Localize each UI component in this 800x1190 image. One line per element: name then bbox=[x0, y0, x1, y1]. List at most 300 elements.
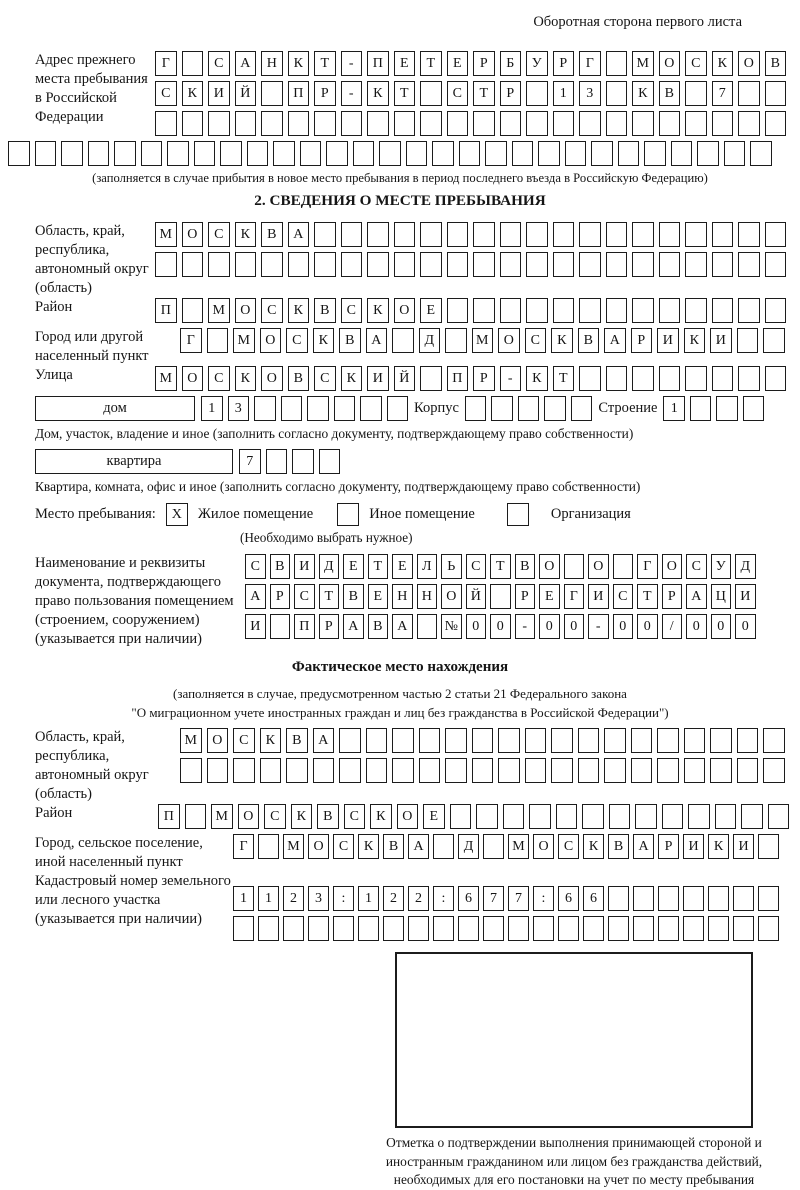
char-box: М bbox=[155, 366, 177, 391]
char-box: С bbox=[344, 804, 366, 829]
char-box: И bbox=[683, 834, 704, 859]
actual-region-label: Область, край, республика, автономный округ (область) bbox=[35, 729, 149, 802]
char-box bbox=[738, 366, 760, 391]
char-box bbox=[579, 366, 601, 391]
char-box bbox=[526, 111, 548, 136]
actual-city-label: Город, сельское поселение, иной населенный пункт bbox=[35, 835, 203, 870]
document-label: Наименование и реквизиты документа, подтверждающего право пользования помещением (строением, сооружением) (указывается при наличии) bbox=[35, 555, 234, 647]
char-box: - bbox=[341, 81, 363, 106]
char-box: Р bbox=[314, 81, 336, 106]
other-premises-label: Иное помещение bbox=[369, 506, 475, 522]
char-box: А bbox=[235, 51, 257, 76]
char-box: С bbox=[466, 554, 487, 579]
char-box: Е bbox=[423, 804, 445, 829]
char-box: О bbox=[533, 834, 554, 859]
cadastre-grid-row-1 bbox=[233, 886, 779, 911]
char-box bbox=[632, 252, 654, 277]
char-box: 0 bbox=[490, 614, 511, 639]
char-box bbox=[358, 916, 379, 941]
char-box: О bbox=[308, 834, 329, 859]
char-box: М bbox=[211, 804, 233, 829]
char-box: 3 bbox=[579, 81, 601, 106]
char-box bbox=[207, 758, 229, 783]
char-box bbox=[750, 141, 772, 166]
actual-caption-line-2: "О миграционном учете иностранных граждан и лиц без гражданства в Российской Федерации") bbox=[131, 705, 669, 720]
char-box bbox=[182, 298, 204, 323]
char-box bbox=[738, 81, 760, 106]
char-box bbox=[286, 758, 308, 783]
char-box bbox=[292, 449, 314, 474]
char-box: О bbox=[261, 366, 283, 391]
char-box bbox=[473, 111, 495, 136]
char-box bbox=[394, 252, 416, 277]
char-box: Р bbox=[662, 584, 683, 609]
char-box bbox=[632, 366, 654, 391]
residential-checkbox: X bbox=[166, 503, 188, 526]
char-box bbox=[708, 886, 729, 911]
char-box: К bbox=[358, 834, 379, 859]
char-box: В bbox=[765, 51, 787, 76]
char-box bbox=[308, 916, 329, 941]
char-box bbox=[635, 804, 657, 829]
char-box bbox=[419, 728, 441, 753]
char-box: О bbox=[394, 298, 416, 323]
char-box bbox=[392, 328, 414, 353]
char-box bbox=[208, 111, 230, 136]
cadastre-grids bbox=[233, 872, 779, 946]
char-box: 1 bbox=[201, 396, 223, 421]
house-caption: Дом, участок, владение и иное (заполнить согласно документу, подтверждающему право собственности) bbox=[35, 426, 634, 441]
char-box: 1 bbox=[663, 396, 685, 421]
char-box bbox=[392, 758, 414, 783]
char-box: К bbox=[551, 328, 573, 353]
char-box: М bbox=[208, 298, 230, 323]
char-box: О bbox=[588, 554, 609, 579]
char-box bbox=[659, 298, 681, 323]
char-box: Й bbox=[235, 81, 257, 106]
char-box: И bbox=[294, 554, 315, 579]
cadastre-grid-row-2 bbox=[233, 916, 779, 941]
char-box bbox=[313, 758, 335, 783]
char-box: В bbox=[286, 728, 308, 753]
char-box bbox=[483, 916, 504, 941]
char-box bbox=[333, 916, 354, 941]
residential-label: Жилое помещение bbox=[197, 506, 314, 522]
char-box bbox=[632, 111, 654, 136]
char-box bbox=[167, 141, 189, 166]
char-box bbox=[445, 328, 467, 353]
char-box bbox=[553, 111, 575, 136]
char-box: С bbox=[613, 584, 634, 609]
char-box: Й bbox=[394, 366, 416, 391]
char-box: 6 bbox=[458, 886, 479, 911]
city-grid bbox=[180, 328, 785, 353]
char-box bbox=[765, 222, 787, 247]
char-box: 7 bbox=[508, 886, 529, 911]
char-box: М bbox=[233, 328, 255, 353]
char-box: М bbox=[632, 51, 654, 76]
char-box bbox=[733, 886, 754, 911]
char-box bbox=[715, 804, 737, 829]
char-box: О bbox=[738, 51, 760, 76]
cadastre-label: Кадастровый номер земельного или лесного участка (указывается при наличии) bbox=[35, 873, 231, 927]
char-box bbox=[632, 298, 654, 323]
char-box: Т bbox=[553, 366, 575, 391]
char-box: Т bbox=[314, 51, 336, 76]
char-box: : bbox=[533, 886, 554, 911]
char-box bbox=[503, 804, 525, 829]
char-box: 7 bbox=[483, 886, 504, 911]
char-box: 0 bbox=[564, 614, 585, 639]
char-box: О bbox=[441, 584, 462, 609]
char-box bbox=[526, 222, 548, 247]
char-box bbox=[341, 222, 363, 247]
char-box: В bbox=[317, 804, 339, 829]
char-box bbox=[716, 396, 738, 421]
char-box bbox=[182, 252, 204, 277]
prev-address-grid-row-3 bbox=[155, 111, 786, 136]
char-box bbox=[353, 141, 375, 166]
char-box: 0 bbox=[735, 614, 756, 639]
char-box bbox=[366, 728, 388, 753]
char-box bbox=[564, 554, 585, 579]
house-number-grid bbox=[201, 396, 408, 421]
char-box bbox=[697, 141, 719, 166]
char-box bbox=[685, 252, 707, 277]
stroenie-grid bbox=[663, 396, 764, 421]
char-box: И bbox=[208, 81, 230, 106]
char-box bbox=[420, 81, 442, 106]
char-box bbox=[500, 252, 522, 277]
char-box bbox=[737, 328, 759, 353]
char-box: - bbox=[500, 366, 522, 391]
char-box: 0 bbox=[637, 614, 658, 639]
char-box: П bbox=[367, 51, 389, 76]
char-box bbox=[208, 252, 230, 277]
char-box bbox=[733, 916, 754, 941]
char-box: Л bbox=[417, 554, 438, 579]
char-box bbox=[604, 728, 626, 753]
char-box: И bbox=[733, 834, 754, 859]
char-box bbox=[583, 916, 604, 941]
char-box bbox=[613, 554, 634, 579]
char-box bbox=[367, 222, 389, 247]
char-box bbox=[763, 758, 785, 783]
char-box: 0 bbox=[711, 614, 732, 639]
char-box: С bbox=[341, 298, 363, 323]
char-box bbox=[433, 916, 454, 941]
char-box bbox=[708, 916, 729, 941]
char-box bbox=[182, 51, 204, 76]
char-box bbox=[710, 728, 732, 753]
char-box bbox=[420, 252, 442, 277]
apartment-type-box: квартира bbox=[35, 449, 233, 474]
prev-address-label: Адрес прежнего места пребывания в Российской Федерации bbox=[35, 52, 148, 125]
char-box bbox=[155, 252, 177, 277]
char-box: Е bbox=[420, 298, 442, 323]
apartment-number-grid bbox=[239, 449, 340, 474]
actual-caption-line-1: (заполняется в случае, предусмотренном частью 2 статьи 21 Федерального закона bbox=[173, 686, 627, 701]
actual-city-block bbox=[0, 834, 800, 872]
char-box bbox=[182, 111, 204, 136]
char-box bbox=[314, 111, 336, 136]
char-box bbox=[472, 728, 494, 753]
char-box bbox=[366, 758, 388, 783]
char-box bbox=[606, 252, 628, 277]
district-block bbox=[0, 298, 800, 328]
char-box bbox=[737, 758, 759, 783]
char-box: К bbox=[291, 804, 313, 829]
region-grid-row-1 bbox=[155, 222, 786, 247]
document-grid-row-3 bbox=[245, 614, 756, 639]
char-box bbox=[658, 886, 679, 911]
char-box bbox=[314, 252, 336, 277]
char-box bbox=[526, 252, 548, 277]
char-box bbox=[220, 141, 242, 166]
apartment-caption: Квартира, комната, офис и иное (заполнить согласно документу, подтверждающему право собственности) bbox=[35, 479, 641, 494]
actual-city-grid bbox=[233, 834, 779, 859]
char-box: С bbox=[525, 328, 547, 353]
char-box bbox=[314, 222, 336, 247]
char-box bbox=[141, 141, 163, 166]
char-box: Е bbox=[539, 584, 560, 609]
char-box: П bbox=[158, 804, 180, 829]
actual-region-grid-row-1 bbox=[180, 728, 785, 753]
char-box: С bbox=[208, 51, 230, 76]
char-box: 0 bbox=[613, 614, 634, 639]
char-box: А bbox=[686, 584, 707, 609]
char-box bbox=[367, 252, 389, 277]
char-box bbox=[553, 252, 575, 277]
char-box: У bbox=[711, 554, 732, 579]
char-box bbox=[662, 804, 684, 829]
char-box bbox=[688, 804, 710, 829]
char-box bbox=[765, 252, 787, 277]
actual-region-grids bbox=[180, 728, 785, 788]
char-box: П bbox=[155, 298, 177, 323]
char-box: В bbox=[343, 584, 364, 609]
char-box: К bbox=[235, 222, 257, 247]
char-box bbox=[632, 222, 654, 247]
char-box bbox=[659, 111, 681, 136]
char-box bbox=[763, 328, 785, 353]
char-box: А bbox=[313, 728, 335, 753]
char-box bbox=[450, 804, 472, 829]
cadastre-block bbox=[0, 872, 800, 946]
char-box: И bbox=[657, 328, 679, 353]
char-box bbox=[472, 758, 494, 783]
char-box bbox=[258, 916, 279, 941]
korpus-grid bbox=[465, 396, 593, 421]
char-box: С bbox=[333, 834, 354, 859]
house-type-box: дом bbox=[35, 396, 195, 421]
char-box bbox=[447, 252, 469, 277]
char-box: О bbox=[238, 804, 260, 829]
char-box: Е bbox=[447, 51, 469, 76]
char-box bbox=[319, 449, 341, 474]
char-box bbox=[459, 141, 481, 166]
char-box: А bbox=[633, 834, 654, 859]
char-box: И bbox=[710, 328, 732, 353]
char-box: Г bbox=[579, 51, 601, 76]
char-box: С bbox=[155, 81, 177, 106]
char-box bbox=[768, 804, 790, 829]
char-box: Е bbox=[394, 51, 416, 76]
char-box: К bbox=[182, 81, 204, 106]
char-box: К bbox=[712, 51, 734, 76]
char-box bbox=[185, 804, 207, 829]
char-box: А bbox=[343, 614, 364, 639]
char-box bbox=[498, 728, 520, 753]
char-box: Н bbox=[261, 51, 283, 76]
char-box bbox=[420, 111, 442, 136]
char-box: / bbox=[662, 614, 683, 639]
char-box: Б bbox=[500, 51, 522, 76]
char-box: Ц bbox=[711, 584, 732, 609]
char-box: Г bbox=[233, 834, 254, 859]
actual-district-label: Район bbox=[35, 805, 73, 821]
char-box bbox=[765, 81, 787, 106]
char-box bbox=[578, 728, 600, 753]
char-box bbox=[433, 834, 454, 859]
char-box: И bbox=[245, 614, 266, 639]
house-row bbox=[0, 396, 800, 421]
char-box: - bbox=[588, 614, 609, 639]
char-box: Р bbox=[515, 584, 536, 609]
char-box: В bbox=[368, 614, 389, 639]
char-box bbox=[288, 252, 310, 277]
char-box bbox=[114, 141, 136, 166]
char-box: К bbox=[370, 804, 392, 829]
char-box bbox=[61, 141, 83, 166]
char-box bbox=[465, 396, 487, 421]
char-box: С bbox=[264, 804, 286, 829]
char-box bbox=[606, 366, 628, 391]
confirmation-stamp-box bbox=[395, 952, 753, 1128]
char-box bbox=[447, 111, 469, 136]
stay-type-row bbox=[0, 502, 800, 527]
char-box bbox=[473, 222, 495, 247]
char-box: 2 bbox=[283, 886, 304, 911]
char-box: Г bbox=[564, 584, 585, 609]
char-box bbox=[743, 396, 765, 421]
district-grid bbox=[155, 298, 786, 323]
char-box bbox=[458, 916, 479, 941]
char-box bbox=[406, 141, 428, 166]
char-box bbox=[712, 222, 734, 247]
other-premises-checkbox bbox=[337, 503, 359, 526]
char-box: К bbox=[583, 834, 604, 859]
char-box: В bbox=[261, 222, 283, 247]
char-box bbox=[288, 111, 310, 136]
char-box: К bbox=[684, 328, 706, 353]
char-box bbox=[738, 111, 760, 136]
char-box: Е bbox=[368, 584, 389, 609]
char-box: М bbox=[508, 834, 529, 859]
char-box: Д bbox=[319, 554, 340, 579]
street-grid bbox=[155, 366, 786, 391]
char-box bbox=[741, 804, 763, 829]
stroenie-label: Строение bbox=[598, 400, 658, 416]
char-box bbox=[379, 141, 401, 166]
char-box: К bbox=[288, 298, 310, 323]
char-box: В bbox=[578, 328, 600, 353]
char-box: В bbox=[314, 298, 336, 323]
char-box bbox=[512, 141, 534, 166]
char-box: Е bbox=[343, 554, 364, 579]
char-box: О bbox=[182, 366, 204, 391]
char-box: В bbox=[270, 554, 291, 579]
char-box: В bbox=[383, 834, 404, 859]
char-box: С bbox=[208, 366, 230, 391]
char-box: : bbox=[333, 886, 354, 911]
char-box: 0 bbox=[466, 614, 487, 639]
char-box: К bbox=[235, 366, 257, 391]
char-box: Н bbox=[392, 584, 413, 609]
char-box: С bbox=[685, 51, 707, 76]
char-box: И bbox=[588, 584, 609, 609]
char-box bbox=[765, 298, 787, 323]
char-box bbox=[684, 758, 706, 783]
char-box bbox=[417, 614, 438, 639]
char-box: П bbox=[294, 614, 315, 639]
char-box bbox=[180, 758, 202, 783]
char-box bbox=[657, 728, 679, 753]
char-box: Д bbox=[458, 834, 479, 859]
page-side-note: Оборотная сторона первого листа bbox=[533, 14, 742, 30]
char-box bbox=[644, 141, 666, 166]
char-box: 0 bbox=[686, 614, 707, 639]
char-box bbox=[608, 886, 629, 911]
char-box: С bbox=[233, 728, 255, 753]
char-box bbox=[447, 298, 469, 323]
char-box: О bbox=[539, 554, 560, 579]
char-box bbox=[683, 916, 704, 941]
actual-region-block bbox=[0, 728, 800, 804]
char-box bbox=[551, 728, 573, 753]
char-box bbox=[685, 298, 707, 323]
char-box: М bbox=[155, 222, 177, 247]
char-box bbox=[258, 834, 279, 859]
char-box bbox=[490, 584, 511, 609]
char-box bbox=[685, 222, 707, 247]
char-box bbox=[606, 81, 628, 106]
char-box: У bbox=[526, 51, 548, 76]
char-box bbox=[261, 252, 283, 277]
char-box: К bbox=[313, 328, 335, 353]
apartment-row bbox=[0, 449, 800, 474]
char-box bbox=[565, 141, 587, 166]
char-box: В bbox=[515, 554, 536, 579]
char-box bbox=[419, 758, 441, 783]
char-box: 3 bbox=[228, 396, 250, 421]
char-box: А bbox=[366, 328, 388, 353]
char-box bbox=[571, 396, 593, 421]
char-box: 1 bbox=[233, 886, 254, 911]
char-box: К bbox=[260, 728, 282, 753]
char-box: К bbox=[708, 834, 729, 859]
section2-title: 2. СВЕДЕНИЯ О МЕСТЕ ПРЕБЫВАНИЯ bbox=[254, 192, 546, 209]
char-box: О bbox=[662, 554, 683, 579]
char-box: 2 bbox=[408, 886, 429, 911]
char-box: М bbox=[283, 834, 304, 859]
char-box bbox=[724, 141, 746, 166]
char-box: К bbox=[367, 298, 389, 323]
char-box bbox=[526, 298, 548, 323]
char-box bbox=[712, 111, 734, 136]
char-box: Р bbox=[473, 366, 495, 391]
char-box bbox=[235, 111, 257, 136]
